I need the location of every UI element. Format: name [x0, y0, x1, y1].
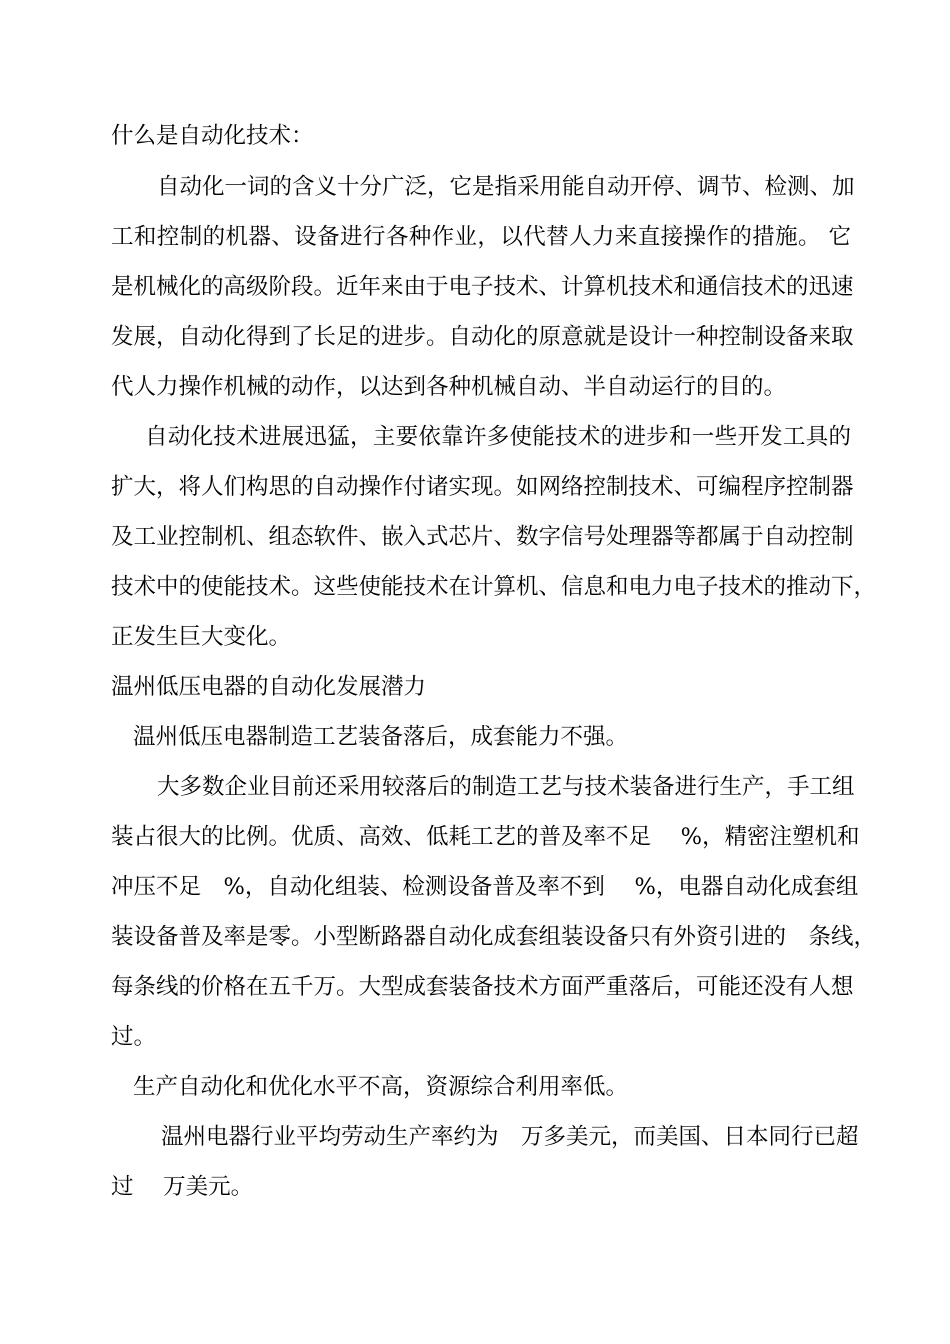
paragraph-line: 冲压不足 %，自动化组装、检测设备普及率不到 %，电器自动化成套组: [111, 874, 859, 900]
paragraph-line: 温州电器行业平均劳动生产率约为 万多美元，而美国、日本同行已超: [161, 1124, 859, 1150]
paragraph-line: 自动化一词的含义十分广泛，它是指采用能自动开停、调节、检测、加: [157, 174, 855, 200]
paragraph-line: 大多数企业目前还采用较落后的制造工艺与技术装备进行生产，手工组: [157, 774, 855, 800]
subheading: 温州低压电器制造工艺装备落后，成套能力不强。: [133, 724, 629, 750]
paragraph-line: 工和控制的机器、设备进行各种作业，以代替人力来直接操作的措施。 它: [111, 224, 851, 250]
paragraph-line: 装占很大的比例。优质、高效、低耗工艺的普及率不足 %，精密注塑机和: [111, 824, 860, 850]
subheading: 生产自动化和优化水平不高，资源综合利用率低。: [133, 1074, 629, 1100]
section-heading: 什么是自动化技术：: [111, 123, 314, 149]
paragraph-line: 过。: [111, 1024, 157, 1050]
paragraph-line: 代人力操作机械的动作，以达到各种机械自动、半自动运行的目的。: [111, 374, 787, 400]
paragraph-line: 及工业控制机、组态软件、嵌入式芯片、数字信号处理器等都属于自动控制: [111, 524, 854, 550]
paragraph-line: 发展，自动化得到了长足的进步。自动化的原意就是设计一种控制设备来取: [111, 324, 854, 350]
paragraph-line: 每条线的价格在五千万。大型成套装备技术方面严重落后，可能还没有人想: [111, 974, 854, 1000]
paragraph-line: 正发生巨大变化。: [111, 624, 292, 650]
section-heading: 温州低压电器的自动化发展潜力: [111, 674, 427, 700]
paragraph-line: 扩大，将人们构思的自动操作付诸实现。如网络控制技术、可编程序控制器: [111, 474, 854, 500]
paragraph-line: 技术中的使能技术。这些使能技术在计算机、信息和电力电子技术的推动下，: [111, 574, 877, 600]
paragraph-line: 是机械化的高级阶段。近年来由于电子技术、计算机技术和通信技术的迅速: [111, 274, 854, 300]
paragraph-line: 装设备普及率是零。小型断路器自动化成套组装设备只有外资引进的 条线，: [111, 924, 877, 950]
paragraph-line: 自动化技术进展迅猛，主要依靠许多使能技术的进步和一些开发工具的: [145, 424, 851, 450]
paragraph-line: 过 万美元。: [111, 1174, 254, 1200]
